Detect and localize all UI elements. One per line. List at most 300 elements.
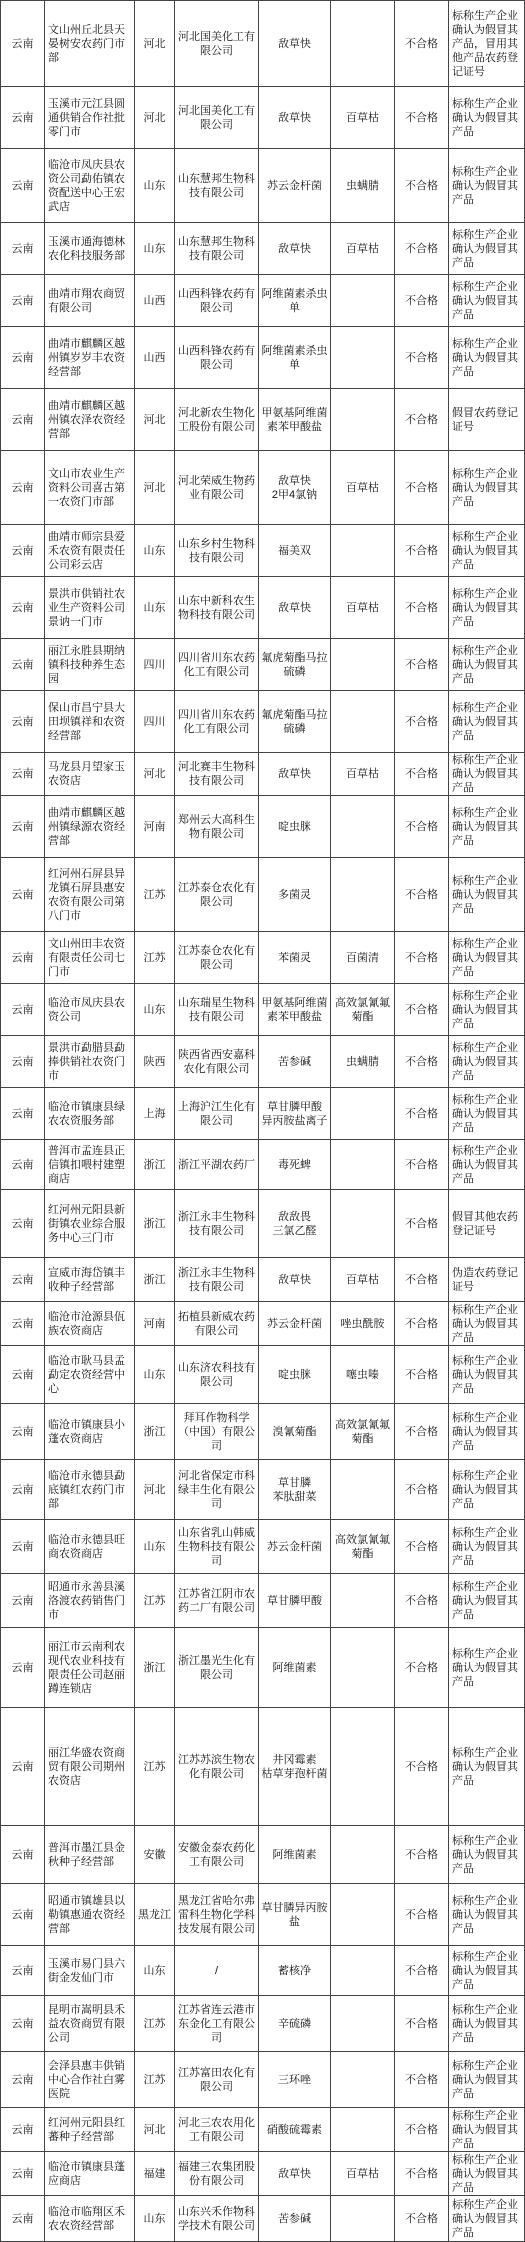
store-cell: 丽江市云南利农现代农业科技有限责任公司赵丽蹲连锁店 [45, 1628, 135, 1708]
reason-cell: 标称生产企业确认为假冒其产品 [449, 1884, 525, 1946]
maker-cell: 江苏富田农化有限公司 [175, 2052, 259, 2108]
maker-cell: 山西科锋农药有限公司 [175, 327, 259, 389]
product-cell: 多菌灵 [259, 858, 331, 932]
origin-cell: 江苏 [135, 932, 175, 984]
reason-cell: 标称生产企业确认为假冒其产品 [449, 451, 525, 525]
reason-cell: 标称生产企业确认为假冒其产品 [449, 753, 525, 796]
reason-cell: 标称生产企业确认为假冒其产品 [449, 796, 525, 858]
reason-cell: 标称生产企业确认为假冒其产品 [449, 1036, 525, 1088]
reason-cell: 标称生产企业确认为假冒其产品 [449, 2152, 525, 2196]
province-cell: 云南 [1, 1460, 45, 1520]
table-row [1, 1628, 525, 1708]
detected-cell: 百草枯 [331, 451, 395, 525]
province-cell: 云南 [1, 1, 45, 87]
product-cell: 苏云金杆菌 [259, 1520, 331, 1574]
reason-cell: 标称生产企业确认为假冒其产品 [449, 1574, 525, 1628]
province-cell: 云南 [1, 1826, 45, 1884]
reason-cell: 标称生产企业确认为假冒其产品 [449, 1346, 525, 1404]
table-row [1, 2196, 525, 2242]
detected-cell: 高效氯氰氟菊酯 [331, 1404, 395, 1460]
reason-cell: 标称生产企业确认为假冒其产品 [449, 2052, 525, 2108]
origin-cell: 江苏 [135, 858, 175, 932]
province-cell: 云南 [1, 1190, 45, 1258]
table-row [1, 984, 525, 1036]
product-cell: 阿维菌素杀虫单 [259, 275, 331, 327]
reason-cell: 标称生产企业确认为假冒其产品 [449, 275, 525, 327]
origin-cell: 黑龙江 [135, 1884, 175, 1946]
store-cell: 曲靖市麒麟区越州镇农泽农资经营部 [45, 389, 135, 451]
table-row [1, 223, 525, 275]
store-cell: 宣威市海岱镇丰收种子经营部 [45, 1258, 135, 1302]
product-cell: 甲氨基阿维菌素苯甲酸盐 [259, 389, 331, 451]
table-row [1, 1404, 525, 1460]
origin-cell: 河北 [135, 2108, 175, 2152]
province-cell: 云南 [1, 858, 45, 932]
store-cell: 玉溪市元江县圆通供销合作社批零门市 [45, 87, 135, 149]
store-cell: 昭通市镇雄县以勒镇惠通农资经营部 [45, 1884, 135, 1946]
detected-cell [331, 796, 395, 858]
product-cell: 敌敌畏 三氯乙醛 [259, 1190, 331, 1258]
reason-cell: 标称生产企业确认为假冒其产品 [449, 1708, 525, 1826]
reason-cell: 标称生产企业确认为假冒其产品 [449, 858, 525, 932]
maker-cell: 安徽金泰农药化工有限公司 [175, 1826, 259, 1884]
province-cell: 云南 [1, 327, 45, 389]
detected-cell [331, 2052, 395, 2108]
result-cell: 不合格 [395, 577, 449, 639]
province-cell: 云南 [1, 1258, 45, 1302]
origin-cell: 河北 [135, 87, 175, 149]
product-cell: 草甘膦甲酸 异丙胺盐离子 [259, 1088, 331, 1140]
store-cell: 临沧市镇康县绿农农资服务部 [45, 1088, 135, 1140]
table-row [1, 796, 525, 858]
province-cell: 云南 [1, 1946, 45, 1996]
detected-cell [331, 1460, 395, 1520]
table-row [1, 451, 525, 525]
store-cell: 临沧市凤庆县农资公司 [45, 984, 135, 1036]
detected-cell: 虫螨腈 [331, 149, 395, 223]
detected-cell: 百草枯 [331, 87, 395, 149]
store-cell: 昭通市永善县溪洛渡农药销售门市 [45, 1574, 135, 1628]
origin-cell: 山东 [135, 1346, 175, 1404]
origin-cell: 河北 [135, 389, 175, 451]
store-cell: 临沧市沧源县佤族农资商店 [45, 1302, 135, 1346]
table-row [1, 87, 525, 149]
origin-cell: 上海 [135, 1088, 175, 1140]
table-row [1, 1258, 525, 1302]
maker-cell: 河北新农生物化工股份有限公司 [175, 389, 259, 451]
reason-cell: 标称生产企业确认为假冒其产品 [449, 1996, 525, 2052]
table-row [1, 2152, 525, 2196]
store-cell: 红河州石屏县异龙镇石屏县惠安农资有限公司第八门市 [45, 858, 135, 932]
product-cell: 井冈霉素 枯草芽孢杆菌 [259, 1708, 331, 1826]
result-cell: 不合格 [395, 1258, 449, 1302]
detected-cell: 百草枯 [331, 753, 395, 796]
detected-cell: 百草枯 [331, 223, 395, 275]
store-cell: 曲靖市翔农商贸有限公司 [45, 275, 135, 327]
detected-cell: 百草枯 [331, 577, 395, 639]
table-row [1, 932, 525, 984]
maker-cell: 山东中新科农生物科技有限公司 [175, 577, 259, 639]
store-cell: 临沧市凤庆县农资公司勐佑镇农资配送中心王宏武店 [45, 149, 135, 223]
reason-cell: 标称生产企业确认为假冒其产品 [449, 327, 525, 389]
origin-cell: 江苏 [135, 1708, 175, 1826]
table-row [1, 2108, 525, 2152]
product-cell: 蓄核净 [259, 1946, 331, 1996]
maker-cell: 山东兴禾作物科学技术有限公司 [175, 2196, 259, 2242]
reason-cell: 假冒其他农药登记证号 [449, 1190, 525, 1258]
province-cell: 云南 [1, 1996, 45, 2052]
origin-cell: 浙江 [135, 1628, 175, 1708]
detected-cell [331, 327, 395, 389]
table-row [1, 858, 525, 932]
detected-cell [331, 691, 395, 753]
product-cell: 甲氨基阿维菌素苯甲酸盐 [259, 984, 331, 1036]
product-cell: 福美双 [259, 525, 331, 577]
reason-cell: 伪造农药登记证号 [449, 1258, 525, 1302]
table-row [1, 1346, 525, 1404]
table-row [1, 1884, 525, 1946]
detected-cell [331, 2196, 395, 2242]
table-row [1, 753, 525, 796]
detected-cell [331, 1140, 395, 1190]
store-cell: 红河州元阳县新街镇农业综合服务中心三门市 [45, 1190, 135, 1258]
table-row [1, 1520, 525, 1574]
table-row [1, 275, 525, 327]
store-cell: 玉溪市易门县六街金发仙门市 [45, 1946, 135, 1996]
detected-cell: 虫螨腈 [331, 1036, 395, 1088]
store-cell: 保山市昌宁县大田坝镇祥和农资经营部 [45, 691, 135, 753]
store-cell: 临沧市耿马县孟勐定农资经营中心 [45, 1346, 135, 1404]
product-cell: 溴氰菊酯 [259, 1404, 331, 1460]
reason-cell: 标称生产企业确认为假冒其产品 [449, 1302, 525, 1346]
province-cell: 云南 [1, 932, 45, 984]
product-cell: 草甘膦 苯肽甜菜 [259, 1460, 331, 1520]
table-row [1, 1708, 525, 1826]
product-cell: 啶虫脒 [259, 1346, 331, 1404]
detected-cell [331, 1628, 395, 1708]
maker-cell: 河北国美化工有限公司 [175, 1, 259, 87]
reason-cell: 标称生产企业确认为假冒其产品 [449, 223, 525, 275]
result-cell: 不合格 [395, 1708, 449, 1826]
table-row [1, 389, 525, 451]
table-row [1, 1302, 525, 1346]
result-cell: 不合格 [395, 1404, 449, 1460]
store-cell: 曲靖市麒麟区越州镇岁岁丰农资经营部 [45, 327, 135, 389]
store-cell: 景洪市勐腊县勐捧供销社农资门市 [45, 1036, 135, 1088]
origin-cell: 福建 [135, 2152, 175, 2196]
province-cell: 云南 [1, 2196, 45, 2242]
reason-cell: 标称生产企业确认为假冒其产品 [449, 1520, 525, 1574]
result-cell: 不合格 [395, 984, 449, 1036]
reason-cell: 标称生产企业确认为假冒其产品 [449, 1946, 525, 1996]
product-cell: 苦参碱 [259, 2196, 331, 2242]
detected-cell: 噻虫嗪 [331, 1346, 395, 1404]
product-cell: 阿维菌素 [259, 1826, 331, 1884]
origin-cell: 江苏 [135, 1996, 175, 2052]
detected-cell: 百菌清 [331, 932, 395, 984]
result-cell: 不合格 [395, 223, 449, 275]
result-cell: 不合格 [395, 327, 449, 389]
detected-cell [331, 1946, 395, 1996]
origin-cell: 山东 [135, 1520, 175, 1574]
detected-cell: 百草枯 [331, 2152, 395, 2196]
table-row [1, 1460, 525, 1520]
province-cell: 云南 [1, 2152, 45, 2196]
province-cell: 云南 [1, 1884, 45, 1946]
detected-cell: 高效氯氰氟菊酯 [331, 1520, 395, 1574]
product-cell: 苏云金杆菌 [259, 149, 331, 223]
result-cell: 不合格 [395, 1946, 449, 1996]
origin-cell: 山西 [135, 327, 175, 389]
reason-cell: 标称生产企业确认为假冒其产品 [449, 639, 525, 691]
table-row [1, 1190, 525, 1258]
reason-cell: 标称生产企业确认为假冒其产品 [449, 2108, 525, 2152]
province-cell: 云南 [1, 389, 45, 451]
maker-cell: 江苏泰仓农化有限公司 [175, 932, 259, 984]
result-cell: 不合格 [395, 1884, 449, 1946]
result-cell: 不合格 [395, 1346, 449, 1404]
product-cell: 苏云金杆菌 [259, 1302, 331, 1346]
maker-cell: 河北荣威生物药业有限公司 [175, 451, 259, 525]
province-cell: 云南 [1, 525, 45, 577]
table-row [1, 577, 525, 639]
product-cell: 敌草快 [259, 1, 331, 87]
province-cell: 云南 [1, 691, 45, 753]
store-cell: 文山州田丰农资有限责任公司七门市 [45, 932, 135, 984]
origin-cell: 浙江 [135, 1404, 175, 1460]
table-row [1, 1088, 525, 1140]
maker-cell: 山东瑞星生物科技有限公司 [175, 984, 259, 1036]
detected-cell [331, 1574, 395, 1628]
store-cell: 临沧市永德县旺商农资商店 [45, 1520, 135, 1574]
origin-cell: 山东 [135, 984, 175, 1036]
maker-cell: 山东乡村生物科技有限公司 [175, 525, 259, 577]
maker-cell: 江苏省连云港市东金化工有限公司 [175, 1996, 259, 2052]
table-row [1, 327, 525, 389]
result-cell: 不合格 [395, 2108, 449, 2152]
province-cell: 云南 [1, 275, 45, 327]
reason-cell: 标称生产企业确认为假冒其产品 [449, 577, 525, 639]
result-cell: 不合格 [395, 1088, 449, 1140]
maker-cell: 江苏省江阴市农药二厂有限公司 [175, 1574, 259, 1628]
province-cell: 云南 [1, 1708, 45, 1826]
origin-cell: 河南 [135, 796, 175, 858]
maker-cell: 江苏泰仓农化有限公司 [175, 858, 259, 932]
product-cell: 辛硫磷 [259, 1996, 331, 2052]
product-cell: 敌草快 [259, 223, 331, 275]
table-row [1, 1036, 525, 1088]
maker-cell: 山西科锋农药有限公司 [175, 275, 259, 327]
store-cell: 曲靖市麒麟区越州镇绿源农资经营部 [45, 796, 135, 858]
province-cell: 云南 [1, 1302, 45, 1346]
detected-cell: 百草枯 [331, 1258, 395, 1302]
origin-cell: 浙江 [135, 1258, 175, 1302]
maker-cell: 河北国美化工有限公司 [175, 87, 259, 149]
origin-cell: 河北 [135, 451, 175, 525]
result-cell: 不合格 [395, 1996, 449, 2052]
product-cell: 草甘膦异丙胺盐 [259, 1884, 331, 1946]
origin-cell: 山东 [135, 525, 175, 577]
detected-cell: 高效氯氰氟菊酯 [331, 984, 395, 1036]
reason-cell: 标称生产企业确认为假冒其产品 [449, 149, 525, 223]
province-cell: 云南 [1, 451, 45, 525]
origin-cell: 浙江 [135, 1190, 175, 1258]
maker-cell: 河北省保定市科绿丰生化有限公司 [175, 1460, 259, 1520]
reason-cell: 标称生产企业确认为假冒其产品 [449, 2196, 525, 2242]
province-cell: 云南 [1, 1346, 45, 1404]
store-cell: 景洪市供销社农业生产资料公司景讷一门市 [45, 577, 135, 639]
origin-cell: 四川 [135, 639, 175, 691]
product-cell: 苦参碱 [259, 1036, 331, 1088]
province-cell: 云南 [1, 1140, 45, 1190]
detected-cell [331, 639, 395, 691]
detected-cell [331, 2108, 395, 2152]
maker-cell: 拓植县新威农药有限公司 [175, 1302, 259, 1346]
product-cell: 敌草快 [259, 1258, 331, 1302]
origin-cell: 河南 [135, 1302, 175, 1346]
origin-cell: 山东 [135, 149, 175, 223]
result-cell: 不合格 [395, 1190, 449, 1258]
product-cell: 阿维菌素 [259, 1628, 331, 1708]
detected-cell [331, 525, 395, 577]
store-cell: 马龙县月望家玉农资店 [45, 753, 135, 796]
result-cell: 不合格 [395, 1574, 449, 1628]
maker-cell: 福建三农集团股份有限公司 [175, 2152, 259, 2196]
reason-cell: 标称生产企业确认为假冒其产品 [449, 1404, 525, 1460]
maker-cell: 河北三农农用化工有限公司 [175, 2108, 259, 2152]
maker-cell: 四川省川东农药化工有限公司 [175, 691, 259, 753]
table-row [1, 1996, 525, 2052]
result-cell: 不合格 [395, 275, 449, 327]
maker-cell: 四川省川东农药化工有限公司 [175, 639, 259, 691]
store-cell: 普洱市墨江县金秋种子经营部 [45, 1826, 135, 1884]
result-cell: 不合格 [395, 451, 449, 525]
store-cell: 文山市农业生产资料公司喜古第一农资门市部 [45, 451, 135, 525]
result-cell: 不合格 [395, 639, 449, 691]
origin-cell: 山东 [135, 1946, 175, 1996]
maker-cell: 山东济农科技有限公司 [175, 1346, 259, 1404]
maker-cell: 郑州云大高科生物有限公司 [175, 796, 259, 858]
origin-cell: 山东 [135, 2196, 175, 2242]
store-cell: 临沧市永德县勐底镇红农药门市部 [45, 1460, 135, 1520]
maker-cell: 浙江墨光生化有限公司 [175, 1628, 259, 1708]
product-cell: 草甘膦甲酸 [259, 1574, 331, 1628]
table-row [1, 2052, 525, 2108]
result-cell: 不合格 [395, 87, 449, 149]
store-cell: 红河州元阳县红蕃种子经营部 [45, 2108, 135, 2152]
origin-cell: 河北 [135, 1460, 175, 1520]
maker-cell: 浙江永丰生物科技有限公司 [175, 1190, 259, 1258]
product-cell: 苯菌灵 [259, 932, 331, 984]
maker-cell: 山东省乳山韩威生物科技有限公司 [175, 1520, 259, 1574]
maker-cell: 陕西省西安嘉科农化有限公司 [175, 1036, 259, 1088]
maker-cell: 拜耳作物科学（中国）有限公司 [175, 1404, 259, 1460]
store-cell: 丽江华盛农资商贸有限公司期州农资店 [45, 1708, 135, 1826]
result-cell: 不合格 [395, 1460, 449, 1520]
reason-cell: 标称生产企业确认为假冒其产品 [449, 984, 525, 1036]
product-cell: 氟虎菊酯马拉硫磷 [259, 691, 331, 753]
province-cell: 云南 [1, 984, 45, 1036]
reason-cell: 标称生产企业确认为假冒其产品 [449, 691, 525, 753]
origin-cell: 江苏 [135, 1574, 175, 1628]
product-cell: 敌草快 [259, 577, 331, 639]
product-cell: 氟虎菊酯马拉硫磷 [259, 639, 331, 691]
origin-cell: 河北 [135, 753, 175, 796]
origin-cell: 浙江 [135, 1140, 175, 1190]
province-cell: 云南 [1, 1628, 45, 1708]
result-cell: 不合格 [395, 1036, 449, 1088]
table-body [1, 1, 525, 2242]
result-cell: 不合格 [395, 753, 449, 796]
product-cell: 啶虫脒 [259, 796, 331, 858]
store-cell: 临沧市临翔区禾农农资经营部 [45, 2196, 135, 2242]
detected-cell [331, 858, 395, 932]
maker-cell: 黑龙江省哈尔弗雷科生物化学科技发展有限公司 [175, 1884, 259, 1946]
store-cell: 会泽县惠丰供销中心合作社白雾医院 [45, 2052, 135, 2108]
table-row [1, 1946, 525, 1996]
detected-cell [331, 1190, 395, 1258]
table-row [1, 691, 525, 753]
maker-cell: 河北赛丰生物科技有限公司 [175, 753, 259, 796]
detected-cell [331, 1826, 395, 1884]
product-cell: 毒死蜱 [259, 1140, 331, 1190]
province-cell: 云南 [1, 639, 45, 691]
table-row [1, 1574, 525, 1628]
result-cell: 不合格 [395, 1520, 449, 1574]
reason-cell: 标称生产企业确认为假冒其产品，冒用其他产品农药登记证号 [449, 1, 525, 87]
origin-cell: 四川 [135, 691, 175, 753]
product-cell: 硝酸硫霉素 [259, 2108, 331, 2152]
province-cell: 云南 [1, 1520, 45, 1574]
table-row [1, 1140, 525, 1190]
reason-cell: 假冒农药登记证号 [449, 389, 525, 451]
product-cell: 阿维菌素杀虫单 [259, 327, 331, 389]
product-cell: 敌草快 2甲4氯钠 [259, 451, 331, 525]
reason-cell: 标称生产企业确认为假冒其产品 [449, 932, 525, 984]
result-cell: 不合格 [395, 2152, 449, 2196]
maker-cell: 山东慧邦生物科技有限公司 [175, 223, 259, 275]
result-cell: 不合格 [395, 1, 449, 87]
reason-cell: 标称生产企业确认为假冒其产品 [449, 1460, 525, 1520]
result-cell: 不合格 [395, 525, 449, 577]
province-cell: 云南 [1, 1088, 45, 1140]
result-cell: 不合格 [395, 149, 449, 223]
province-cell: 云南 [1, 223, 45, 275]
province-cell: 云南 [1, 149, 45, 223]
origin-cell: 陕西 [135, 1036, 175, 1088]
origin-cell: 河北 [135, 1, 175, 87]
result-cell: 不合格 [395, 691, 449, 753]
province-cell: 云南 [1, 1036, 45, 1088]
product-cell: 敌草快 [259, 87, 331, 149]
result-cell: 不合格 [395, 1140, 449, 1190]
reason-cell: 标称生产企业确认为假冒其产品 [449, 1826, 525, 1884]
province-cell: 云南 [1, 2108, 45, 2152]
result-cell: 不合格 [395, 858, 449, 932]
maker-cell: 浙江永丰生物科技有限公司 [175, 1258, 259, 1302]
table-row [1, 1826, 525, 1884]
reason-cell: 标称生产企业确认为假冒其产品 [449, 1628, 525, 1708]
result-cell: 不合格 [395, 2196, 449, 2242]
maker-cell: 上海沪江生化有限公司 [175, 1088, 259, 1140]
detected-cell [331, 1, 395, 87]
product-cell: 敌草快 [259, 2152, 331, 2196]
reason-cell: 标称生产企业确认为假冒其产品 [449, 1088, 525, 1140]
reason-cell: 标称生产企业确认为假冒其产品 [449, 525, 525, 577]
detected-cell: 唑虫酰胺 [331, 1302, 395, 1346]
reason-cell: 标称生产企业确认为假冒其产品 [449, 1140, 525, 1190]
result-cell: 不合格 [395, 1628, 449, 1708]
